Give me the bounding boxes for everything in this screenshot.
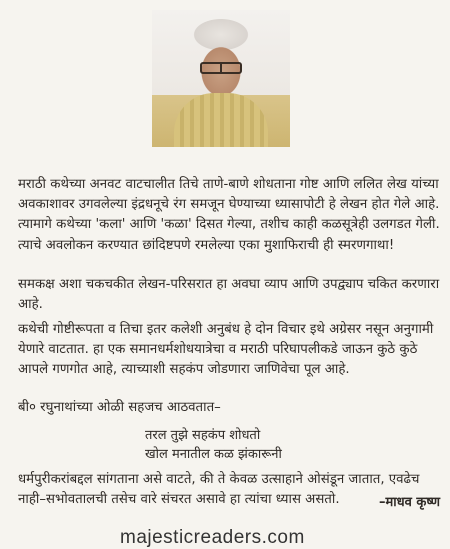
- closing-paragraph: धर्मपुरीकरांबद्दल सांगताना असे वाटते, की ते केवळ उत्साहाने ओसंडून जातात, एवढेच नाही–सभोवतालची तसेच वारे संचरत असावे हा त्यांचा ध्यास असतो.: [18, 472, 420, 508]
- poem-line-1: तरल तुझे सहकंप शोधतो: [145, 428, 261, 443]
- signature: –माधव कृष्ण: [379, 495, 440, 510]
- author-photo: [152, 10, 290, 147]
- paragraph-2: समकक्ष अशा चकचकीत लेखन-परिसरात हा अवघा व्याप आणि उपद्व्याप चकित करणारा आहे.: [18, 277, 440, 313]
- watermark: majesticreaders.com: [120, 527, 305, 548]
- paragraph-3: कथेची गोष्टीरूपता व तिचा इतर कलेशी अनुबंध हे दोन विचार इथे अग्रेसर नसून अनुगामी येणारे वाटतात. हा एक समानधर्मशोधयात्रेचा व मराठी परिघापलीकडे जाऊन कुठे कुठे आपले गणगोत आहे, त्याच्याशी सहकंप जोडणारा जाणिवेचा पूल आहे.: [18, 322, 434, 378]
- paragraph-4: बी० रघुनाथांच्या ओळी सहजच आठवतात–: [18, 400, 221, 415]
- author-shirt: [174, 93, 268, 147]
- paragraph-1: मराठी कथेच्या अनवट वाटचालीत तिचे ताणे-बाणे शोधताना गोष्ट आणि ललित लेख यांच्या अवकाशावर उगवलेल्या इंद्रधनूचे रंग समजून घेण्याच्या ध्यासापोटी हे लेखन होत गेले आहे. त्यामागे कथेच्या 'कला' आणि 'कळा' दिसत गेल्या, तशीच काही कळसूत्रेही उलगडत गेली. त्याचे अवलोकन करण्यात छांदिष्टपणे रमलेल्या एका मुशाफिराची ही स्मरणगाथा!: [18, 177, 440, 253]
- glasses-icon: [200, 62, 242, 74]
- poem-line-2: खोल मनातील कळ झंकारूनी: [145, 447, 282, 462]
